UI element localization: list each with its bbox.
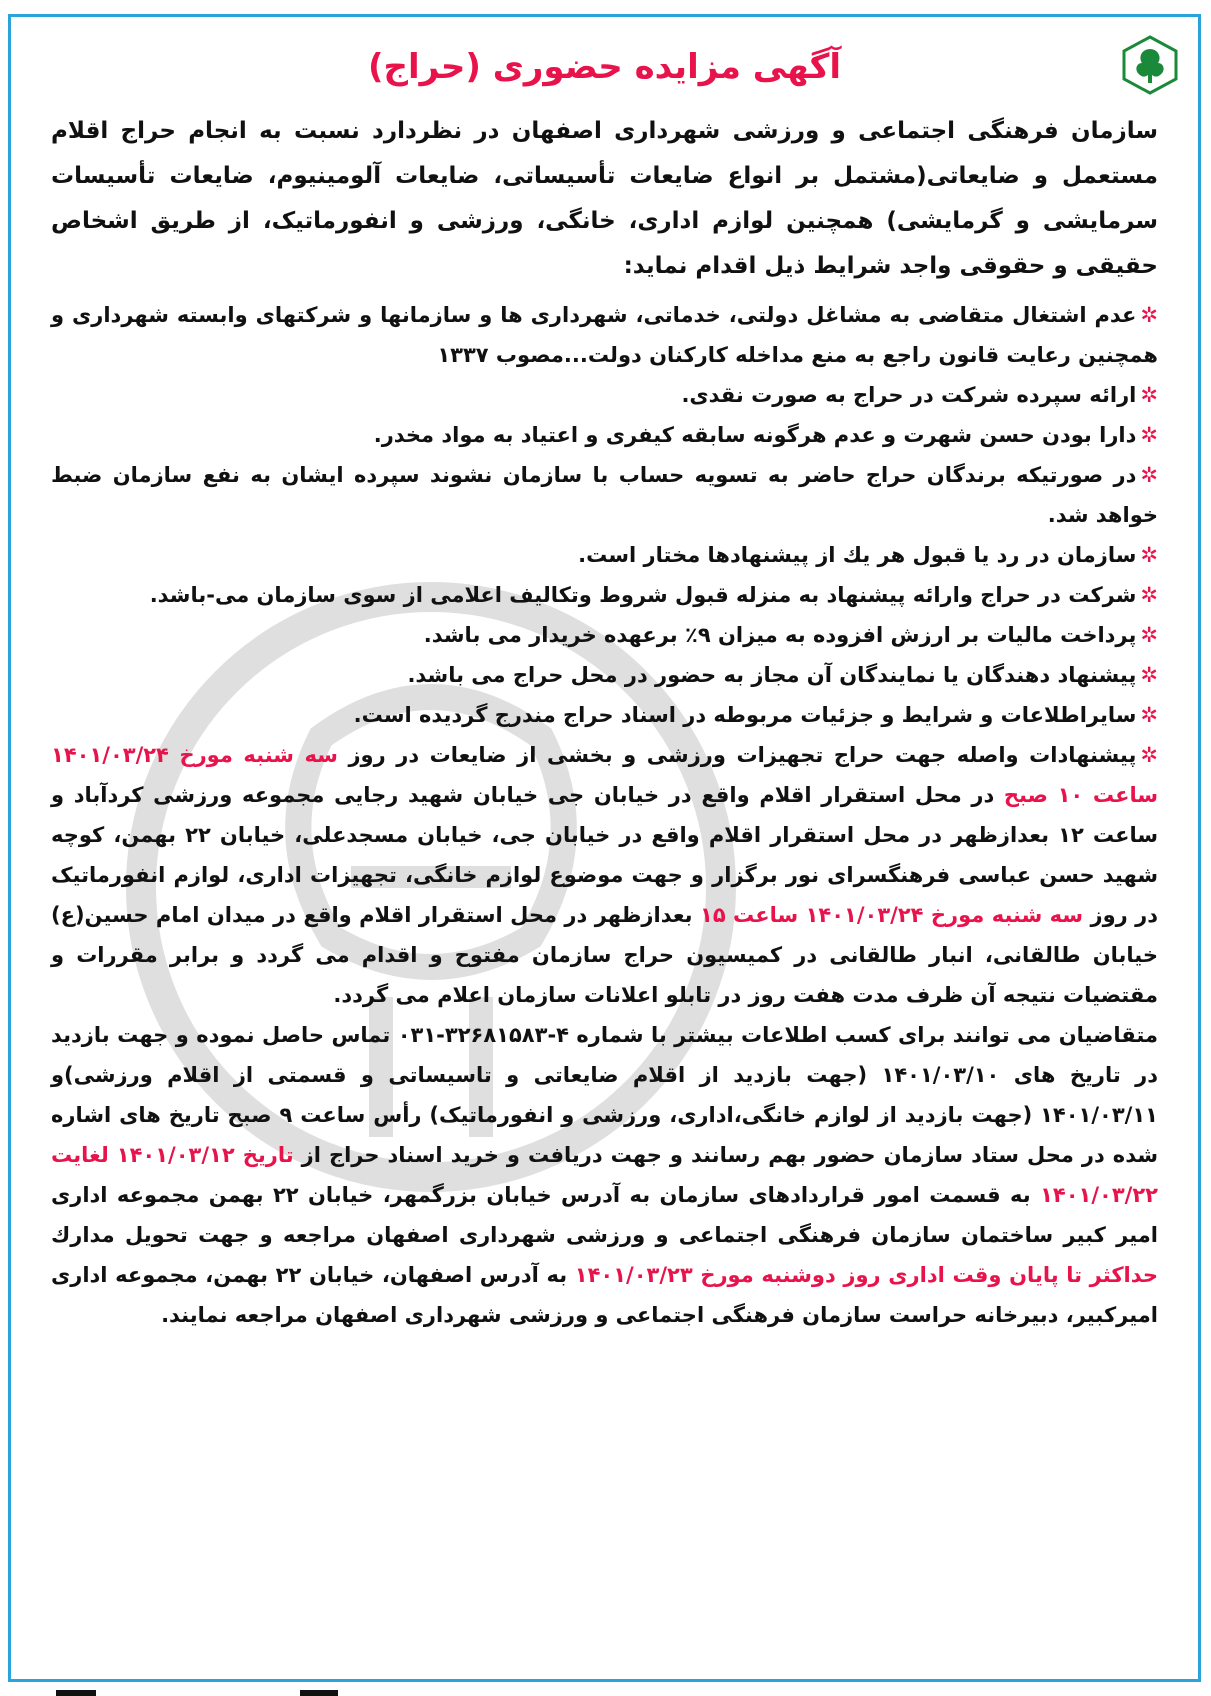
condition-item: ✲عدم اشتغال متقاضی به مشاغل دولتی، خدماتی، شهرداری ها و سازمانها و شرکتهای وابسته شهرداری و همچنین رعایت قانون راجع به منع مداخله کارکنان دولت...مصوب ۱۳۳۷ xyxy=(51,303,1158,367)
condition-item: ✲شرکت در حراج وارائه پیشنهاد به منزله قبول شروط وتکالیف اعلامی از سوی سازمان می-باشد. xyxy=(149,583,1158,607)
condition-item: ✲دارا بودن حسن شهرت و عدم هرگونه سابقه کیفری و اعتیاد به مواد مخدر. xyxy=(373,423,1158,447)
asterisk-icon: ✲ xyxy=(1140,623,1158,647)
notice-frame xyxy=(8,14,1201,1682)
condition-item: ✲سازمان در رد یا قبول هر یك از پیشنهادها مختار است. xyxy=(578,543,1158,567)
asterisk-icon: ✲ xyxy=(1140,543,1158,567)
intro-paragraph: سازمان فرهنگی اجتماعی و ورزشی شهرداری اصفهان در نظردارد نسبت به انجام حراج اقلام مستعمل و ضایعاتی(مشتمل بر انواع ضایعات تأسیساتی، ضایعات آلومینیوم، ضایعات تأسیسات سرمایشی و گرمایشی) همچنین لوازم اداری، خانگی، ورزشی و انفورماتیک، از طریق اشخاص حقیقی و حقوقی واجد شرایط ذیل اقدام نماید: xyxy=(51,118,1158,279)
contact-paragraph: متقاضیان می توانند برای کسب اطلاعات بیشتر با شماره ۴-۳۲۶۸۱۵۸۳-۰۳۱ تماس حاصل نموده و جهت بازدید در تاریخ های ۱۴۰۱/۰۳/۱۰ (جهت بازدید از اقلام ضایعاتی و تاسیساتی و قسمتی از اقلام ورزشی)و ۱۴۰۱/۰۳/۱۱ (جهت بازدید از لوازم خانگی،اداری، ورزشی و انفورماتیک) رأس ساعت ۹ صبح تاریخ های اشاره شده در محل ستاد سازمان حضور بهم رسانند و جهت دریافت و خرید اسناد حراج از تاریخ ۱۴۰۱/۰۳/۱۲ لغایت ۱۴۰۱/۰۳/۲۲ به قسمت امور قراردادهای سازمان به آدرس خیابان بزرگمهر، خیابان ۲۲ بهمن مجموعه اداری امیر کبیر ساختمان سازمان فرهنگی اجتماعی و ورزشی شهرداری اصفهان مراجعه و جهت تحویل مدارك حداکثر تا پایان وقت اداری روز دوشنبه مورخ ۱۴۰۱/۰۳/۲۳ به آدرس اصفهان، خیابان ۲۲ بهمن، مجموعه اداری امیرکبیر، دبیرخانه حراست سازمان فرهنگی اجتماعی و ورزشی شهرداری اصفهان مراجعه نمایند. xyxy=(51,1023,1158,1327)
condition-item: ✲پرداخت مالیات بر ارزش افزوده به میزان ۹٪ برعهده خریدار می باشد. xyxy=(423,623,1158,647)
asterisk-icon: ✲ xyxy=(1140,383,1158,407)
schedule-date-1: سه شنبه مورخ ۱۴۰۱/۰۳/۲۴ ساعت ۱۰ صبح xyxy=(51,743,1158,807)
asterisk-icon: ✲ xyxy=(1140,423,1158,447)
documents-date-range: تاریخ ۱۴۰۱/۰۳/۱۲ لغایت ۱۴۰۱/۰۳/۲۲ xyxy=(51,1143,1158,1207)
asterisk-icon: ✲ xyxy=(1140,463,1158,487)
notice-body xyxy=(51,109,1158,1335)
bottom-bar-left xyxy=(56,1690,96,1696)
delivery-deadline: حداکثر تا پایان وقت اداری روز دوشنبه مورخ ۱۴۰۱/۰۳/۲۳ xyxy=(574,1263,1158,1287)
asterisk-icon: ✲ xyxy=(1140,583,1158,607)
condition-item: ✲پیشنهاد دهندگان یا نمایندگان آن مجاز به حضور در محل حراج می باشد. xyxy=(407,663,1158,687)
bottom-bar-middle xyxy=(300,1690,338,1696)
asterisk-icon: ✲ xyxy=(1140,303,1158,327)
condition-item: ✲در صورتیکه برندگان حراج حاضر به تسویه حساب با سازمان نشوند سپرده ایشان به نفع سازمان ضبط خواهد شد. xyxy=(51,463,1158,527)
asterisk-icon: ✲ xyxy=(1140,743,1158,767)
header xyxy=(11,25,1198,95)
schedule-paragraph: ✲پیشنهادات واصله جهت حراج تجهیزات ورزشی و بخشی از ضایعات در روز سه شنبه مورخ ۱۴۰۱/۰۳/۲۴ ساعت ۱۰ صبح در محل استقرار اقلام واقع در خیابان جی خیابان شهید رجایی مجموعه ورزشی کردآباد و ساعت ۱۲ بعدازظهر در محل استقرار اقلام واقع در خیابان جی، خیابان مسجدعلی، خیابان ۲۲ بهمن، کوچه شهید حسن عباسی فرهنگسرای نور برگزار و جهت موضوع لوازم خانگی، تجهیزات اداری، لوازم انفورماتیک در روز سه شنبه مورخ ۱۴۰۱/۰۳/۲۴ ساعت ۱۵ بعدازظهر در محل استقرار اقلام واقع در میدان امام حسین(ع) خیابان طالقانی، انبار طالقانی در کمیسیون حراج سازمان مفتوح و اقدام می گردد و برابر مقررات و مقتضیات نتیجه آن ظرف مدت هفت روز در تابلو اعلانات سازمان اعلام می گردد. xyxy=(51,743,1158,1007)
condition-item: ✲سایراطلاعات و شرایط و جزئیات مربوطه در اسناد حراج مندرج گردیده است. xyxy=(353,703,1158,727)
condition-item: ✲ارائه سپرده شرکت در حراج به صورت نقدی. xyxy=(681,383,1158,407)
page-title: آگهی مزایده حضوری (حراج) xyxy=(367,47,842,87)
schedule-date-2: سه شنبه مورخ ۱۴۰۱/۰۳/۲۴ ساعت ۱۵ xyxy=(700,903,1084,927)
asterisk-icon: ✲ xyxy=(1140,703,1158,727)
asterisk-icon: ✲ xyxy=(1140,663,1158,687)
